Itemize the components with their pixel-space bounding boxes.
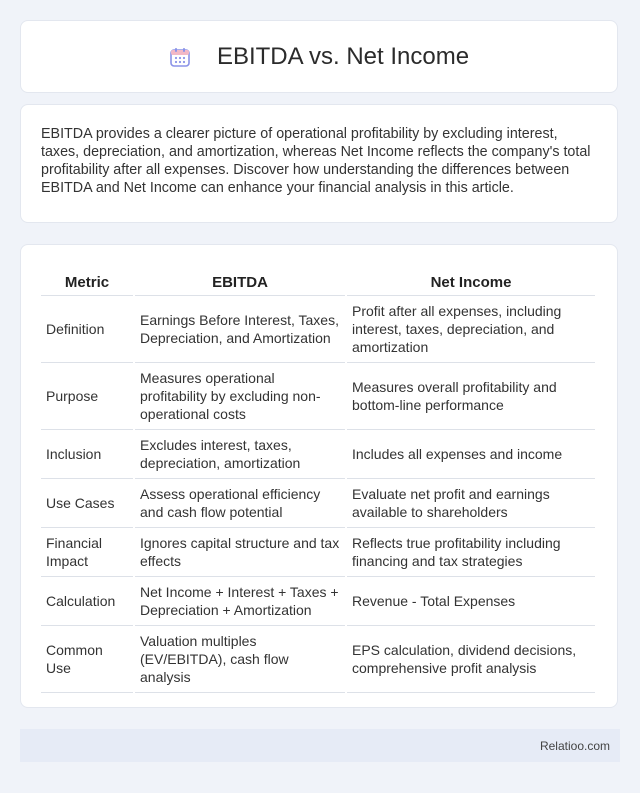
ebitda-cell: Excludes interest, taxes, depreciation, amortization (135, 430, 345, 479)
net-income-cell: Profit after all expenses, including interest, taxes, depreciation, and amortization (347, 296, 595, 363)
table-row (41, 296, 595, 363)
ebitda-cell: Ignores capital structure and tax effects (135, 528, 345, 577)
column-header-net-income: Net Income (347, 263, 595, 296)
net-income-cell: Includes all expenses and income (347, 430, 595, 479)
net-income-cell: Measures overall profitability and bottom-line performance (347, 363, 595, 430)
comparison-table (39, 263, 597, 693)
ebitda-cell: Measures operational profitability by excluding non-operational costs (135, 363, 345, 430)
table-row (41, 479, 595, 528)
column-header-ebitda: EBITDA (135, 263, 345, 296)
table-row (41, 626, 595, 693)
metric-cell: Financial Impact (41, 528, 133, 577)
table-row (41, 363, 595, 430)
table-row (41, 577, 595, 626)
ebitda-cell: Assess operational efficiency and cash flow potential (135, 479, 345, 528)
table-header-row (41, 263, 595, 296)
ebitda-cell: Net Income + Interest + Taxes + Depreciation + Amortization (135, 577, 345, 626)
footer-brand: Relatioo.com (539, 738, 610, 753)
ebitda-cell: Valuation multiples (EV/EBITDA), cash flow analysis (135, 626, 345, 693)
intro-card (20, 104, 618, 223)
metric-cell: Definition (41, 296, 133, 363)
table-row (41, 430, 595, 479)
table-row (41, 528, 595, 577)
net-income-cell: EPS calculation, dividend decisions, comprehensive profit analysis (347, 626, 595, 693)
footer (20, 729, 620, 762)
metric-cell: Purpose (41, 363, 133, 430)
metric-cell: Common Use (41, 626, 133, 693)
column-header-metric: Metric (41, 263, 133, 296)
title-card (20, 20, 618, 93)
page-title: EBITDA vs. Net Income (216, 42, 470, 70)
net-income-cell: Reflects true profitability including financing and tax strategies (347, 528, 595, 577)
comparison-table-card (20, 244, 618, 708)
intro-text: EBITDA provides a clearer picture of operational profitability by excluding interest, taxes, depreciation, and amortization, whereas Net Income reflects the company's total profitability after all expenses. Discover how understanding the differences between EBITDA and Net Income can enhance your financial analysis in this article. (41, 126, 591, 196)
metric-cell: Inclusion (41, 430, 133, 479)
calendar-icon (169, 46, 191, 68)
ebitda-cell: Earnings Before Interest, Taxes, Depreciation, and Amortization (135, 296, 345, 363)
net-income-cell: Evaluate net profit and earnings available to shareholders (347, 479, 595, 528)
metric-cell: Calculation (41, 577, 133, 626)
metric-cell: Use Cases (41, 479, 133, 528)
net-income-cell: Revenue - Total Expenses (347, 577, 595, 626)
